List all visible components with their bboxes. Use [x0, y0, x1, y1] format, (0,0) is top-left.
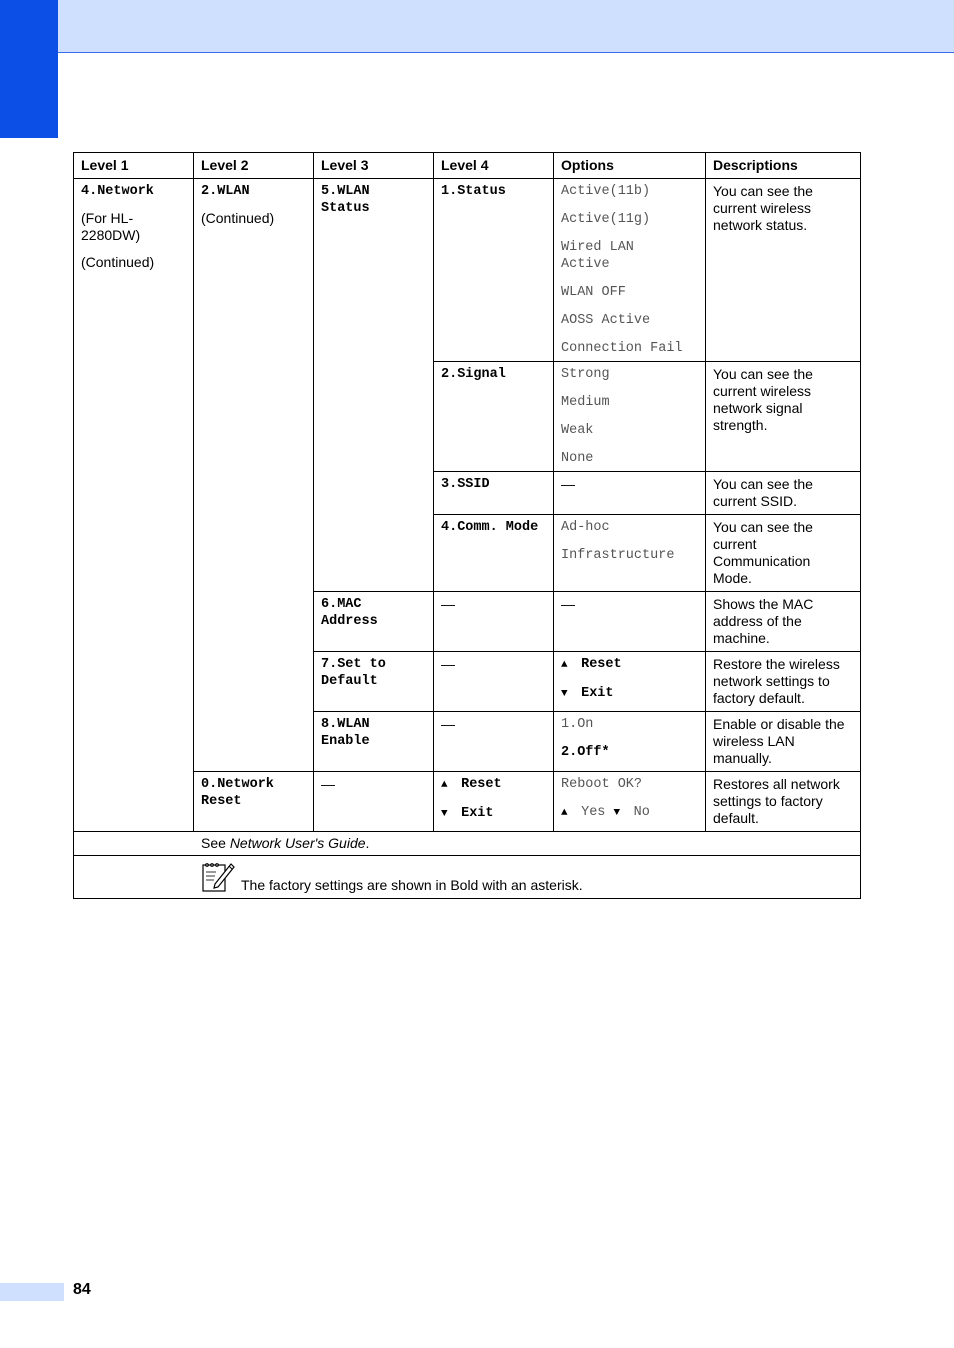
arrow-down-icon: ▼: [441, 808, 448, 820]
options-cell: —: [554, 472, 706, 515]
note-row: [74, 856, 861, 899]
guide-title: Network User's Guide: [229, 835, 366, 851]
settings-menu-table: [73, 152, 861, 899]
level3-cell: [314, 712, 434, 772]
option-item: [561, 685, 698, 703]
option-label: Yes: [581, 805, 606, 820]
level1-code: 4.Network: [81, 184, 154, 199]
level1-cell: [74, 179, 194, 832]
option-item: Weak: [561, 423, 594, 438]
level4-cell: [434, 362, 554, 472]
level4-cell: [434, 472, 554, 515]
description-cell: You can see the current Communication Mode.: [706, 515, 861, 592]
option-item: 1.On: [561, 717, 594, 732]
note-text: The factory settings are shown in Bold with an asterisk.: [241, 877, 583, 893]
description-cell: Restore the wireless network settings to factory default.: [706, 652, 861, 712]
option-item: Connection Fail: [561, 341, 683, 356]
note-cell: [74, 856, 861, 899]
level1-model: (For HL-2280DW): [81, 210, 141, 243]
level3-label: 5.WLAN Status: [321, 184, 370, 216]
level2-continued: (Continued): [201, 210, 275, 226]
options-cell: [554, 772, 706, 832]
column-header: Level 2: [194, 153, 314, 179]
column-header: Descriptions: [706, 153, 861, 179]
option-label: No: [633, 805, 650, 820]
level4-item: [441, 805, 546, 823]
column-header: Level 4: [434, 153, 554, 179]
option-item: WLAN OFF: [561, 285, 626, 300]
note-pencil-icon: [201, 860, 235, 894]
option-item: Ad-hoc: [561, 520, 610, 535]
option-item: Medium: [561, 395, 610, 410]
table-row: [74, 179, 861, 362]
chapter-tab: [0, 0, 58, 138]
column-header: Level 3: [314, 153, 434, 179]
level4-cell: —: [434, 652, 554, 712]
options-cell: [554, 515, 706, 592]
arrow-up-icon: ▲: [441, 779, 448, 791]
see-guide-cell: [74, 832, 861, 856]
level4-label: Exit: [461, 806, 494, 821]
description-cell: Enable or disable the wireless LAN manually.: [706, 712, 861, 772]
description-cell: Shows the MAC address of the machine.: [706, 592, 861, 652]
column-header: Level 1: [74, 153, 194, 179]
level3-label: 7.Set to Default: [321, 657, 386, 689]
level4-cell: [434, 772, 554, 832]
options-cell: [554, 712, 706, 772]
options-cell: [554, 179, 706, 362]
level4-item: [441, 776, 546, 794]
option-item: Active(11g): [561, 212, 651, 227]
level3-cell: [314, 592, 434, 652]
level4-cell: —: [434, 592, 554, 652]
description-cell: You can see the current wireless network status.: [706, 179, 861, 362]
option-item: [561, 804, 698, 822]
level1-continued: (Continued): [81, 254, 155, 270]
level4-label: 1.Status: [441, 184, 506, 199]
description-cell: You can see the current wireless network signal strength.: [706, 362, 861, 472]
arrow-up-icon: ▲: [561, 659, 568, 671]
option-item: Reboot OK?: [561, 777, 643, 792]
level3-label: 6.MAC Address: [321, 597, 378, 629]
option-item: Strong: [561, 367, 610, 382]
level3-cell: —: [314, 772, 434, 832]
level2-code: 2.WLAN: [201, 184, 250, 199]
option-item: Infrastructure: [561, 548, 675, 563]
level4-cell: [434, 515, 554, 592]
arrow-down-icon: ▼: [561, 688, 568, 700]
level4-label: Reset: [461, 777, 502, 792]
level2-label: 0.Network Reset: [201, 777, 274, 809]
arrow-down-icon: ▼: [613, 807, 621, 819]
level3-label: 8.WLAN Enable: [321, 717, 370, 749]
footer-band: [0, 1283, 64, 1301]
see-guide-row: [74, 832, 861, 856]
description-cell: You can see the current SSID.: [706, 472, 861, 515]
option-label: Exit: [581, 686, 614, 701]
option-item: [561, 656, 698, 674]
see-guide-prefix: See: [201, 835, 230, 851]
level4-label: 2.Signal: [441, 367, 506, 382]
option-item: AOSS Active: [561, 313, 651, 328]
column-header: Options: [554, 153, 706, 179]
option-item-default: 2.Off*: [561, 745, 610, 760]
level4-label: 4.Comm. Mode: [441, 520, 539, 535]
option-item: Active(11b): [561, 184, 651, 199]
level3-cell: [314, 179, 434, 592]
description-cell: Restores all network settings to factory default.: [706, 772, 861, 832]
options-cell: —: [554, 592, 706, 652]
level4-label: 3.SSID: [441, 477, 490, 492]
header-band: [0, 0, 954, 53]
arrow-up-icon: ▲: [561, 807, 568, 819]
option-item: None: [561, 451, 594, 466]
level3-cell: [314, 652, 434, 712]
options-cell: [554, 652, 706, 712]
level4-cell: —: [434, 712, 554, 772]
see-guide-suffix: .: [365, 835, 370, 851]
level2-cell: [194, 772, 314, 832]
option-label: Reset: [581, 657, 622, 672]
level2-cell: [194, 179, 314, 772]
page-number: 84: [73, 1281, 91, 1298]
level4-cell: [434, 179, 554, 362]
option-item: Wired LAN Active: [561, 240, 634, 272]
options-cell: [554, 362, 706, 472]
table-header-row: [74, 153, 861, 179]
